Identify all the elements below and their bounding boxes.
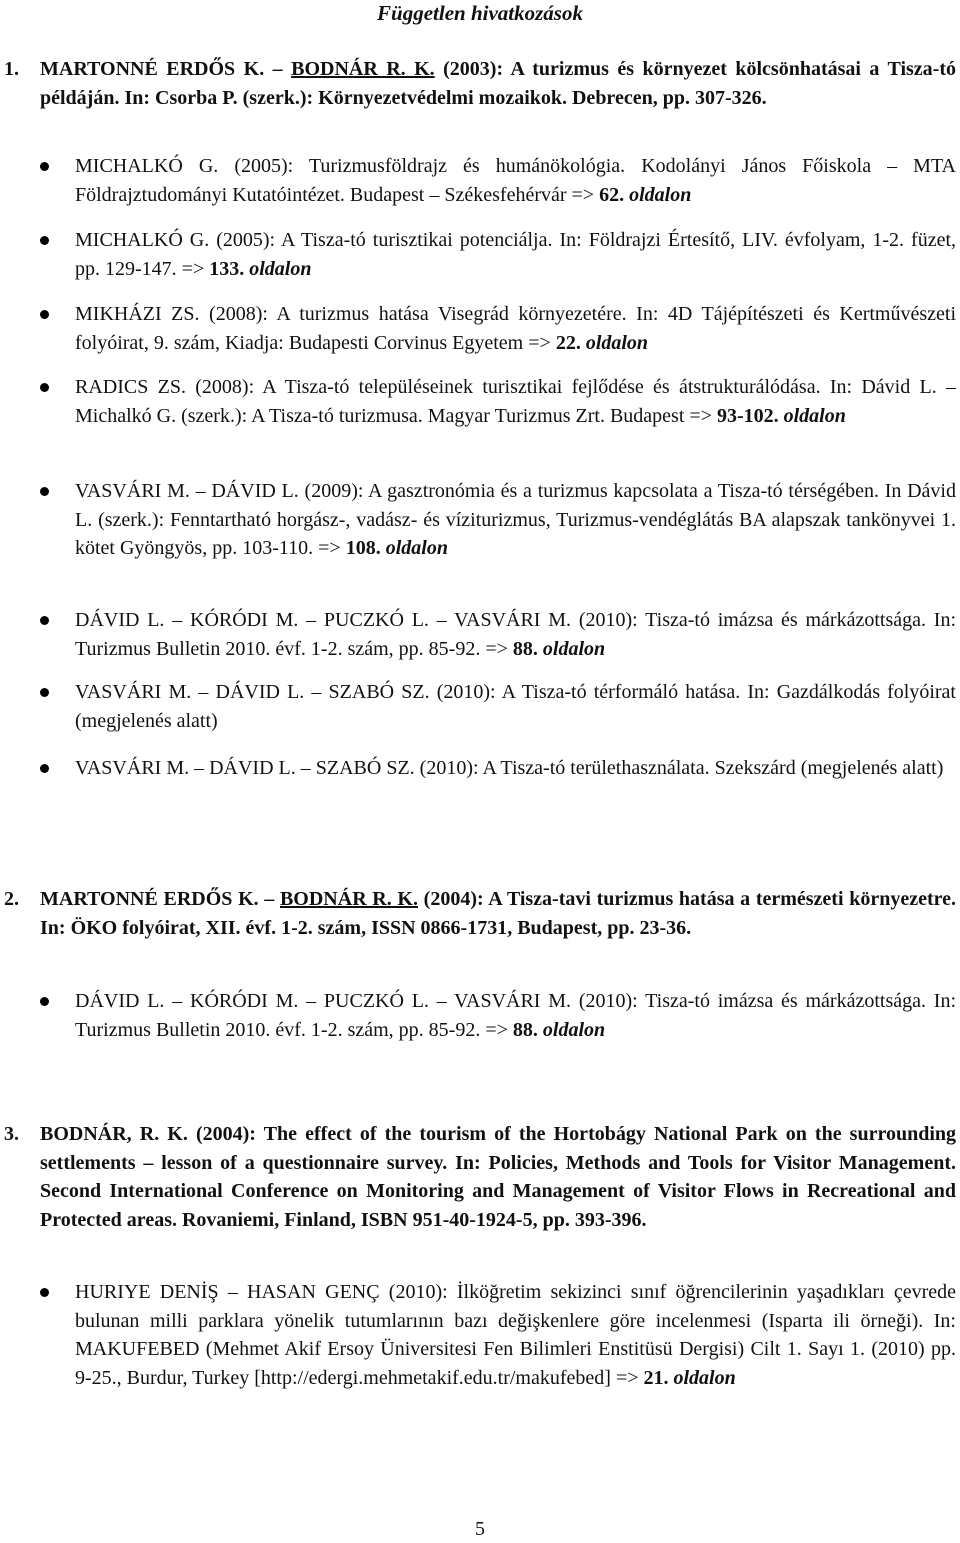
reference-details: (2004): A Tisza-tavi turizmus hatása a természeti környezetre. In: ÖKO folyóirat, XII. évf. 1-2. szám, ISSN 0866-1731, Budapest, pp. 23-36. <box>40 888 957 939</box>
citation-page: 22. <box>555 331 581 354</box>
citation-body: (2010): İlköğretim sekizinci sınıf öğrencilerinin yaşadıkları çevrede bulunan milli parklara yönelik tutumlarının bazı değişkenlere göre incelenmesi (Isparta ili örneği). In: MAKUFEBED (Mehmet Akif Ersoy Üniversitesi Fen Bilimleri Enstitüsü Dergisi) Cilt 1. Sayı 1. (2010) pp. 9-25., Burdur, Turkey [http://edergi.mehmetakif.edu.tr/makufebed] => <box>75 1281 957 1389</box>
citation-item <box>0 1278 956 1392</box>
reference-2: 2. MARTONNÉ ERDŐS K. – BODNÁR R. K. (2004): A Tisza-tavi turizmus hatása a természeti környezetre. In: ÖKO folyóirat, XII. évf. 1-2. szám, ISSN 0866-1731, Budapest, pp. 23-36. <box>0 885 956 942</box>
citation-item <box>0 606 956 663</box>
citation-authors: DÁVID L. – KÓRÓDI M. – PUCZKÓ L. – VASVÁRI M. <box>75 609 572 631</box>
citation-page-word: oldalon <box>542 637 606 660</box>
citation-page: 108. <box>345 537 381 559</box>
citation-body: (2005): A Tisza-tó turisztikai potenciálja. In: Földrajzi Értesítő, LIV. évfolyam, 1-2. füzet, pp. 129-147. => <box>75 229 957 280</box>
citation-authors: MIKHÁZI ZS. <box>75 303 200 325</box>
reference-author: MARTONNÉ ERDŐS K. <box>40 58 265 80</box>
citation-authors: DÁVID L. – KÓRÓDI M. – PUCZKÓ L. – VASVÁRI M. <box>75 990 572 1012</box>
citation-item <box>0 678 956 735</box>
citation-body: (2009): A gasztronómia és a turizmus kapcsolata a Tisza-tó térségében. In Dávid L. (szerk.): Fenntartható horgász-, vadász- és víziturizmus, Turizmus-vendéglátás BA alapszak tankönyvei 1. kötet Gyöngyös, pp. 103-110. => <box>75 480 956 559</box>
reference-number: 1. <box>4 58 19 80</box>
citation-item <box>0 477 956 563</box>
citation-item <box>0 226 956 283</box>
citation-body: (2010): Tisza-tó imázsa és márkázottsága. In: Turizmus Bulletin 2010. évf. 1-2. szám, pp. 85-92. => <box>75 990 956 1041</box>
bullet-icon <box>40 487 49 496</box>
page-number: 5 <box>475 1518 485 1540</box>
bullet-icon <box>40 236 49 245</box>
page-title: Független hivatkozások <box>377 1 583 25</box>
citation-item <box>0 152 956 209</box>
citation-authors: VASVÁRI M. – DÁVID L. – SZABÓ SZ. <box>75 757 415 779</box>
reference-author: BODNÁR, R. K. <box>40 1123 188 1145</box>
citation-page-word: oldalon <box>783 404 846 427</box>
citation-authors: VASVÁRI M. – DÁVID L. <box>75 480 299 502</box>
reference-number: 3. <box>4 1123 19 1145</box>
citation-page-word: oldalon <box>629 183 692 206</box>
citation-item <box>0 754 956 783</box>
bullet-icon <box>40 162 49 171</box>
bullet-icon <box>40 997 49 1006</box>
citation-item <box>0 373 956 430</box>
citation-authors: HURIYE DENİŞ – HASAN GENÇ <box>75 1281 380 1303</box>
citation-page: 88. <box>512 637 538 660</box>
citation-page: 133. <box>209 257 245 280</box>
reference-details: (2003): A turizmus és környezet kölcsönhatásai a Tisza-tó példáján. In: Csorba P. (szerk.): Környezetvédelmi mozaikok. Debrecen, pp. 307-326. <box>40 58 956 109</box>
citation-page: 93-102. <box>716 404 779 427</box>
citation-page-word: oldalon <box>585 331 649 354</box>
reference-author-underlined: BODNÁR R. K. <box>279 888 418 910</box>
citation-body: (2008): A Tisza-tó településeinek turisztikai fejlődése és átstrukturálódása. In: Dávid L. – Michalkó G. (szerk.): A Tisza-tó turizmusa. Magyar Turizmus Zrt. Budapest => <box>75 376 956 427</box>
citation-page-word: oldalon <box>673 1366 736 1389</box>
reference-details: (2004): The effect of the tourism of the Hortobágy National Park on the surrounding settlements – lesson of a questionnaire survey. In: Policies, Methods and Tools for Visitor Management. Second International Conference on Monitoring and Management of Visitor Flows in Recreational and Protected areas. Rovaniemi, Finland, ISBN 951-40-1924-5, pp. 393-396. <box>40 1123 957 1231</box>
citation-authors: VASVÁRI M. – DÁVID L. – SZABÓ SZ. <box>75 681 430 703</box>
bullet-icon <box>40 764 49 773</box>
citation-item <box>0 300 956 357</box>
reference-1: 1. MARTONNÉ ERDŐS K. – BODNÁR R. K. (2003): A turizmus és környezet kölcsönhatásai a Tisza-tó példáján. In: Csorba P. (szerk.): Környezetvédelmi mozaikok. Debrecen, pp. 307-326. <box>0 55 956 112</box>
citation-body: (2010): Tisza-tó imázsa és márkázottsága. In: Turizmus Bulletin 2010. évf. 1-2. szám, pp. 85-92. => <box>75 609 956 660</box>
bullet-icon <box>40 688 49 697</box>
bullet-icon <box>40 383 49 392</box>
citation-page: 21. <box>643 1366 669 1389</box>
citation-authors: MICHALKÓ G. <box>75 229 210 251</box>
citation-item <box>0 987 956 1044</box>
reference-3 <box>0 1120 956 1234</box>
reference-author-underlined: BODNÁR R. K. <box>291 58 435 80</box>
bullet-icon <box>40 616 49 625</box>
citation-body: (2010): A Tisza-tó területhasználata. Szekszárd (megjelenés alatt) <box>419 757 944 779</box>
citation-page-word: oldalon <box>249 257 312 280</box>
citation-body: (2010): A Tisza-tó térformáló hatása. In: Gazdálkodás folyóirat (megjelenés alatt) <box>75 681 956 732</box>
citation-page-word: oldalon <box>542 1018 606 1041</box>
reference-number: 2. <box>4 888 19 910</box>
citation-page: 88. <box>512 1018 538 1041</box>
reference-author: MARTONNÉ ERDŐS K. <box>40 888 259 910</box>
citation-body: (2005): Turizmusföldrajz és humánökológia. Kodolányi János Főiskola – MTA Földrajztudományi Kutatóintézet. Budapest – Székesfehérvár => <box>75 155 956 206</box>
citation-body: (2008): A turizmus hatása Visegrád környezetére. In: 4D Tájépítészeti és Kertművészeti folyóirat, 9. szám, Kiadja: Budapesti Corvinus Egyetem => <box>75 303 956 354</box>
citation-page-word: oldalon <box>385 537 448 559</box>
bullet-icon <box>40 310 49 319</box>
bullet-icon <box>40 1288 49 1297</box>
citation-authors: MICHALKÓ G. <box>75 155 219 177</box>
citation-page: 62. <box>599 183 625 206</box>
citation-authors: RADICS ZS. <box>75 376 186 398</box>
